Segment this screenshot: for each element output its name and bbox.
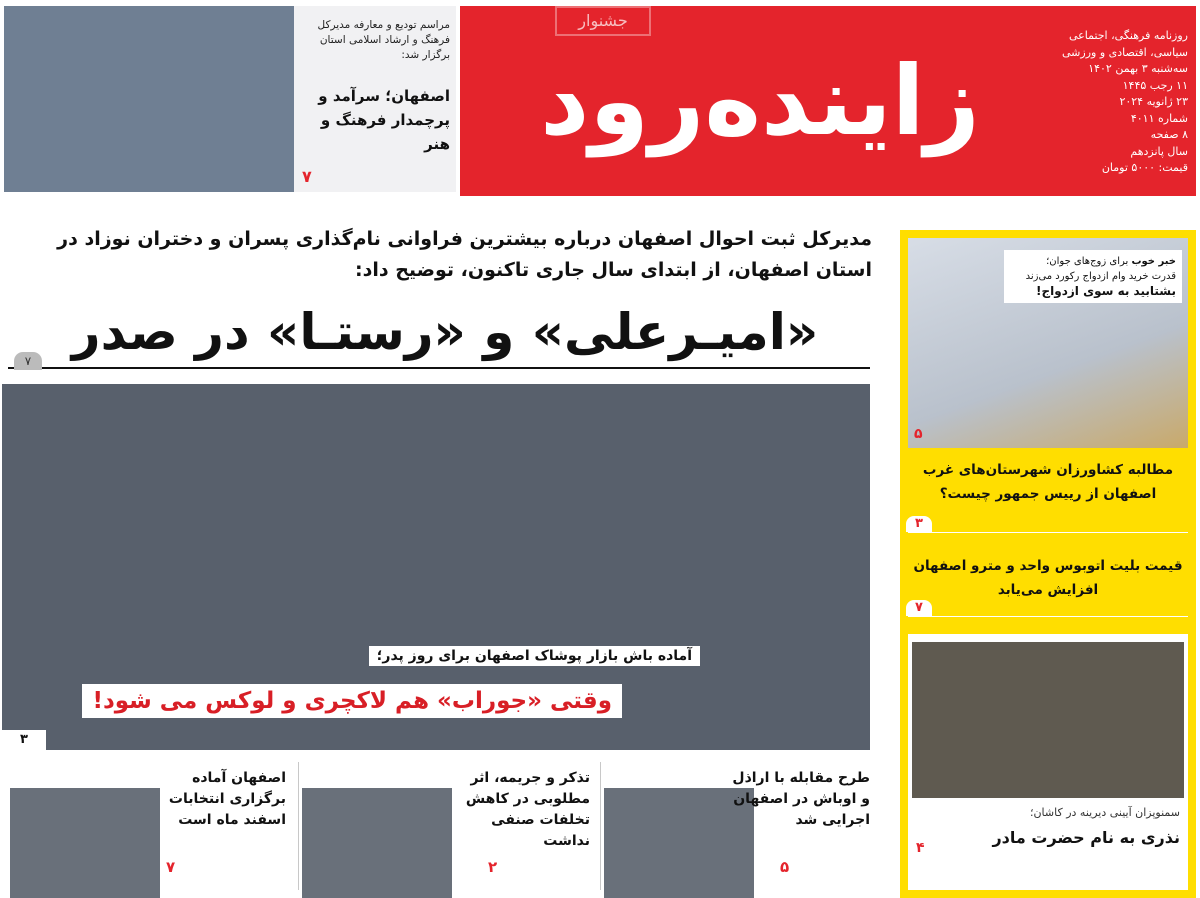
page-number: ۷ (14, 352, 42, 370)
bottom-story-title[interactable]: تذکر و جریمه، اثر مطلوبی در کاهش تخلفات صنفی نداشت (465, 770, 590, 849)
bus-fare-story-title[interactable]: قیمت بلیت اتوبوس واحد و مترو اصفهان افزایش می‌یابد (913, 558, 1183, 598)
page-number: ۷ (302, 167, 312, 186)
info-line: سیاسی، اقتصادی و ورزشی (1062, 45, 1188, 59)
clothing-market-photo (2, 384, 870, 750)
ceremony-photo (4, 6, 294, 192)
teaser-top[interactable] (4, 6, 456, 192)
official-photo (302, 788, 452, 898)
page-number: ۷ (906, 600, 932, 616)
info-line: سه‌شنبه ۳ بهمن ۱۴۰۲ (1088, 62, 1188, 75)
farmers-story-title[interactable]: مطالبه کشاورزان شهرستان‌های غرب اصفهان از رییس جمهور چیست؟ (922, 462, 1174, 502)
samanu-cooking-photo (912, 642, 1184, 798)
story-title[interactable]: نذری به نام حضرت مادر (992, 828, 1180, 847)
teaser-title[interactable]: اصفهان؛ سرآمد و پرچمدار فرهنگ و هنر (318, 87, 450, 153)
bottom-story-title[interactable]: طرح مقابله با اراذل و اوباش در اصفهان اجرایی شد (732, 770, 870, 828)
masthead (460, 6, 1196, 196)
logo-tag: جشنوار (555, 6, 651, 36)
story-title[interactable]: بشتابید به سوی ازدواج! (1036, 284, 1176, 298)
info-line: روزنامه فرهنگی، اجتماعی (1069, 29, 1188, 42)
page-number: ۳ (2, 730, 46, 750)
marriage-loan-story[interactable] (908, 238, 1188, 448)
page-number: ۴ (916, 840, 925, 856)
right-column (900, 230, 1196, 898)
story-kicker (1010, 254, 1176, 269)
divider (600, 762, 601, 890)
page-number: ۷ (166, 858, 176, 876)
page-number: ۳ (906, 516, 932, 532)
photo-caption-title[interactable]: وقتی «جوراب» هم لاکچری و لوکس می شود! (82, 684, 622, 718)
main-headline[interactable]: «امیـرعلی» و «رستـا» در صدر (71, 303, 819, 361)
page-number: ۲ (488, 858, 498, 876)
info-line: ۲۳ ژانویه ۲۰۲۴ (1119, 95, 1188, 108)
bottom-story-title[interactable]: اصفهان آماده برگزاری انتخابات اسفند ماه است (168, 770, 286, 828)
teaser-kicker: مراسم تودیع و معارفه مدیرکل فرهنگ و ارشاد اسلامی استان برگزار شد: (317, 19, 450, 61)
page-number: ۵ (914, 426, 923, 442)
kicker-rest: برای زوج‌های جوان؛ (1046, 256, 1132, 267)
bottom-story-elections[interactable] (6, 752, 296, 898)
bottom-story-fines[interactable] (302, 752, 596, 898)
info-line: سال پانزدهم (1130, 144, 1188, 158)
story-box (1004, 250, 1182, 303)
bottom-story-police[interactable] (604, 752, 876, 898)
newspaper-logo: زاینده‌رود (540, 45, 980, 157)
kicker-bold: خبر خوب (1131, 256, 1176, 267)
divider (908, 532, 1188, 533)
divider (8, 367, 870, 369)
samanu-story[interactable] (908, 634, 1188, 890)
photo-caption-kicker: آماده باش بازار پوشاک اصفهان برای روز پدر؛ (369, 646, 700, 666)
story-kicker: سمنوپزان آیینی دیرینه در کاشان؛ (1029, 806, 1180, 819)
divider (298, 762, 299, 890)
divider (908, 616, 1188, 617)
info-line: ۱۱ رجب ۱۴۴۵ (1122, 78, 1188, 92)
info-line: ۸ صفحه (1150, 128, 1188, 141)
story-line: قدرت خرید وام ازدواج رکورد می‌زند (1025, 271, 1176, 282)
info-line: شماره ۴۰۱۱ (1130, 111, 1188, 125)
info-line: قیمت: ۵۰۰۰ تومان (1101, 161, 1188, 174)
main-kicker: مدیرکل ثبت احوال اصفهان درباره بیشترین فراوانی نام‌گذاری پسران و دختران نوزاد در استان اصفهان، از ابتدای سال جاری تاکنون، توضیح داد: (57, 228, 872, 281)
page-number: ۵ (780, 858, 790, 876)
masthead-info (1048, 28, 1188, 177)
